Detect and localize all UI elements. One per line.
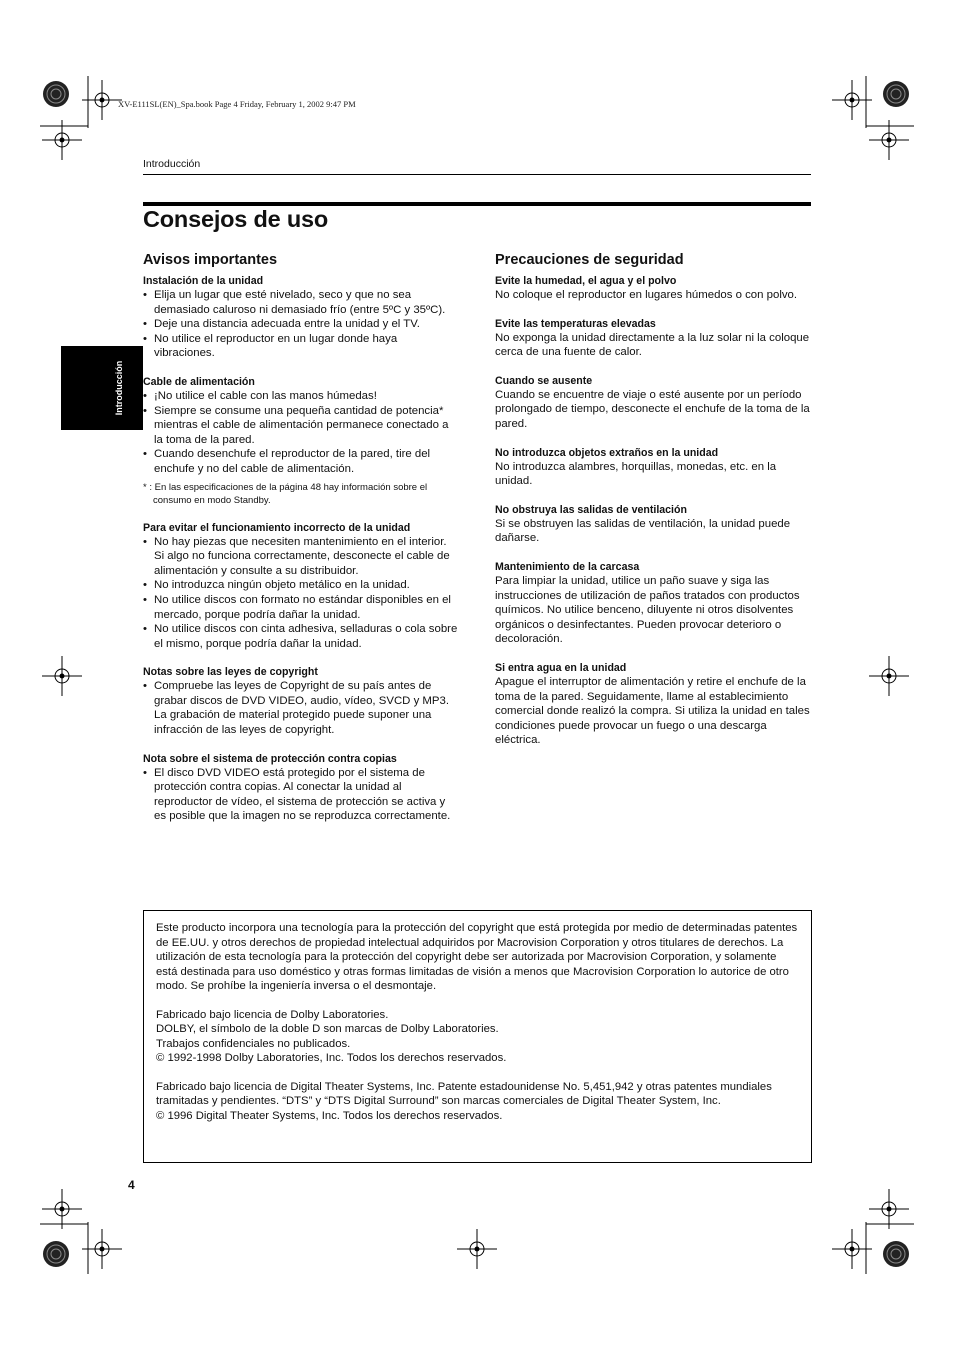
list-item: • Elija un lugar que esté nivelado, seco y que no sea demasiado caluroso ni demasiado frío (entre 5ºC y 35ºC). — [143, 288, 459, 317]
subheading: Evite las temperaturas elevadas — [495, 317, 656, 330]
subheading: Mantenimiento de la carcasa — [495, 560, 640, 573]
subheading: Nota sobre el sistema de protección contra copias — [143, 752, 397, 765]
bullet-list — [143, 535, 459, 652]
print-header: XV-E111SL(EN)_Spa.book Page 4 Friday, February 1, 2002 9:47 PM — [118, 99, 356, 109]
paragraph: Apague el interruptor de alimentación y retire el enchufe de la toma de la pared. Seguidamente, llame al establecimiento comercial donde realizó la compra. Si utiliza la unidad en tales condiciones puede provocar un fuego o una descarga eléctrica. — [495, 675, 810, 747]
list-item: • Siempre se consume una pequeña cantidad de potencia* mientras el cable de alimentación permanece conectado a la toma de la pared. — [143, 404, 459, 448]
list-item: • No introduzca ningún objeto metálico en la unidad. — [143, 578, 459, 593]
page-title: Consejos de uso — [143, 206, 329, 232]
list-item: • Compruebe las leyes de Copyright de su país antes de grabar discos de DVD VIDEO, audio, vídeo, SVCD y MP3. La grabación de material protegido puede suponer una infracción de las leyes de copyright. — [143, 679, 459, 737]
list-item: • No utilice discos con cinta adhesiva, selladuras o cola sobre el mismo, porque podría dañar la unidad. — [143, 622, 459, 651]
subheading: No obstruya las salidas de ventilación — [495, 503, 687, 516]
macrovision-notice: Este producto incorpora una tecnología para la protección del copyright que está protegida por medio de determinadas patentes de EE.UU. y otros derechos de propiedad intelectual adquiridos por Macrovision Corporation y otros titulares de derechos. La utilización de esta tecnología para la protección del copyright debe ser autorizada por Macrovision Corporation, y solamente está destinada para uso doméstico y otras formas limitadas de visión a menos que Macrovision Corporation lo autorice de otro modo. Se prohíbe la ingeniería inversa o el desmontaje. — [156, 922, 798, 992]
subheading: Cuando se ausente — [495, 374, 593, 387]
list-item: • No hay piezas que necesiten mantenimiento en el interior. Si algo no funciona correctamente, desconecte el cable de alimentación y consulte a su distribuidor. — [143, 535, 459, 579]
list-item: • El disco DVD VIDEO está protegido por el sistema de protección contra copias. Al conectar la unidad al reproductor de vídeo, el sistema de protección se activa y es posible que la imagen no se reproduzca correctamente. — [143, 766, 459, 824]
header-rule — [143, 174, 811, 175]
subheading: No introduzca objetos extraños en la unidad — [495, 446, 719, 459]
paragraph: No exponga la unidad directamente a la luz solar ni la coloque cerca de una fuente de calor. — [495, 331, 810, 359]
list-item: • Cuando desenchufe el reproductor de la pared, tire del enchufe y no del cable de alimentación. — [143, 447, 459, 476]
license-notice-box — [143, 910, 812, 1163]
page-number: 4 — [128, 1178, 135, 1192]
list-item: • ¡No utilice el cable con las manos húmedas! — [143, 389, 459, 404]
section-heading: Avisos importantes — [143, 252, 278, 268]
dolby-line: © 1992-1998 Dolby Laboratories, Inc. Todos los derechos reservados. — [156, 1052, 507, 1064]
dolby-line: Fabricado bajo licencia de Dolby Laboratories. — [156, 1008, 389, 1021]
subheading: Si entra agua en la unidad — [495, 661, 627, 674]
list-item: • No utilice el reproductor en un lugar donde haya vibraciones. — [143, 332, 459, 361]
side-tab — [61, 346, 143, 430]
bullet-list — [143, 288, 459, 361]
subheading: Para evitar el funcionamiento incorrecto de la unidad — [143, 521, 411, 534]
side-tab-label: Introducción — [114, 360, 124, 416]
paragraph: Para limpiar la unidad, utilice un paño suave y siga las instrucciones de utilización de paños tratados con productos químicos. No utilice benceno, diluyente ni otros disolventes orgánicos o desinfectantes. Pueden provocar deterioro o decoloración. — [495, 574, 800, 646]
dts-copyright: © 1996 Digital Theater Systems, Inc. Todos los derechos reservados. — [156, 1109, 503, 1122]
paragraph: Cuando se encuentre de viaje o esté ausente por un período prolongado de tiempo, desconecte el enchufe de la toma de la pared. — [495, 388, 810, 430]
safety-precautions-column — [495, 250, 811, 762]
subheading: Evite la humedad, el agua y el polvo — [495, 275, 677, 287]
subheading: Cable de alimentación — [143, 375, 255, 388]
subheading: Notas sobre las leyes de copyright — [143, 666, 318, 679]
section-heading: Precauciones de seguridad — [495, 252, 684, 268]
bullet-list — [143, 679, 459, 737]
dolby-line: DOLBY, el símbolo de la doble D son marcas de Dolby Laboratories. — [156, 1023, 499, 1035]
list-item: • No utilice discos con formato no estándar disponibles en el mercado, porque podría dañar la unidad. — [143, 593, 459, 622]
dolby-line: Trabajos confidenciales no publicados. — [156, 1037, 351, 1050]
bullet-list — [143, 389, 459, 477]
running-head: Introducción — [143, 158, 201, 170]
list-item: • Deje una distancia adecuada entre la unidad y el TV. — [143, 317, 459, 332]
dts-notice: Fabricado bajo licencia de Digital Theater Systems, Inc. Patente estadounidense No. 5,451,942 y otras patentes mundiales tramitadas y pendientes. “DTS” y “DTS Digital Surround” son marcas comerciales de Digital Theater System, Inc. — [156, 1080, 772, 1107]
paragraph: Si se obstruyen las salidas de ventilación, la unidad puede dañarse. — [495, 517, 791, 545]
bullet-list — [143, 766, 459, 824]
important-notices-column — [143, 250, 459, 838]
paragraph: No coloque el reproductor en lugares húmedos o con polvo. — [495, 289, 798, 301]
paragraph: No introduzca alambres, horquillas, monedas, etc. en la unidad. — [495, 460, 777, 488]
footnote: * : En las especificaciones de la página 48 hay información sobre el consumo en modo Standby. — [143, 481, 428, 506]
subheading: Instalación de la unidad — [143, 275, 264, 287]
